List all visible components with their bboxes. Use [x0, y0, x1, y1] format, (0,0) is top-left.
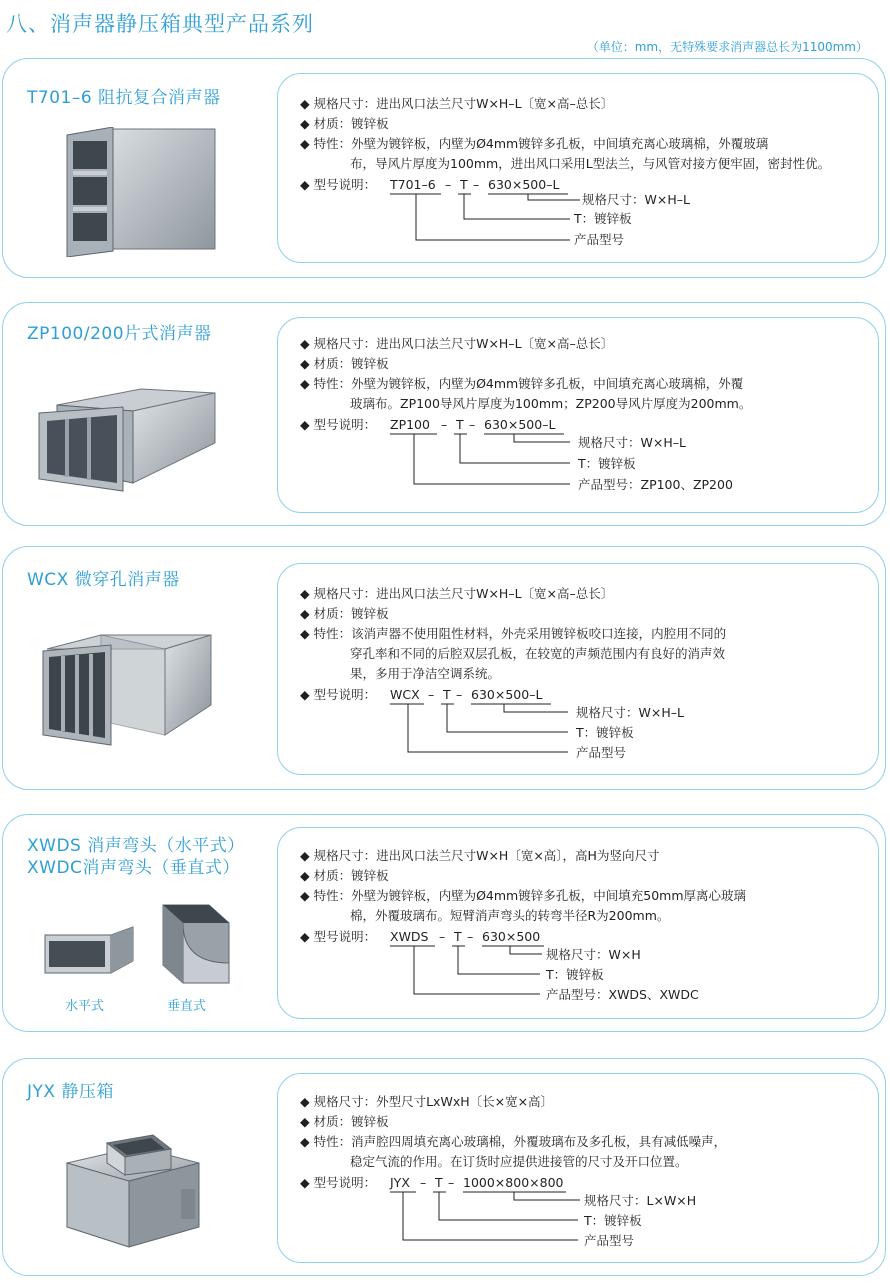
model-code-desc: 产品型号 — [576, 745, 627, 760]
model-type: T — [443, 687, 451, 702]
model-type: T — [435, 1175, 443, 1190]
model-type-desc: T：镀锌板 — [574, 211, 632, 226]
model-diagram — [278, 74, 878, 264]
product-title: WCX 微穿孔消声器 — [27, 570, 180, 590]
product-section-t701 — [2, 58, 886, 278]
product-spec-panel — [277, 73, 879, 263]
svg-text:–: – — [441, 417, 448, 432]
product-title: JYX 静压箱 — [27, 1082, 114, 1102]
svg-text:–: – — [428, 687, 435, 702]
model-size: 630×500–L — [471, 687, 543, 702]
spec-feature-cont: 稳定气流的作用。在订货时应提供进接管的尺寸及开口位置。 — [350, 1154, 688, 1169]
svg-text:–: – — [473, 177, 480, 192]
spec-feature-line: ◆ 特性：该消声器不使用阻性材料，外壳采用镀锌板咬口连接，内腔用不同的 — [300, 626, 727, 641]
spec-material-line: ◆ 材质：镀锌板 — [300, 868, 389, 883]
spec-feature: 外壁为镀锌板，内壁为Ø4mm镀锌多孔板，中间填充离心玻璃棉，外覆 — [351, 376, 744, 391]
spec-feature: 消声腔四周填充离心玻璃棉，外覆玻璃布及多孔板，具有减低噪声， — [351, 1134, 727, 1149]
svg-text:–: – — [420, 1175, 427, 1190]
model-diagram — [278, 564, 878, 776]
product-title: XWDS 消声弯头（水平式） — [27, 836, 245, 856]
spec-size-line: ◆ 规格尺寸：外型尺寸LxWxH〔长×宽×高〕 — [300, 1094, 554, 1109]
spec-size-line: ◆ 规格尺寸：进出风口法兰尺寸W×H–L〔宽×高–总长〕 — [300, 96, 614, 111]
product-title: ZP100/200片式消声器 — [27, 324, 212, 344]
spec-size-line: ◆ 规格尺寸：进出风口法兰尺寸W×H–L〔宽×高–总长〕 — [300, 586, 614, 601]
spec-feature-line: ◆ 特性：外壁为镀锌板，内壁为Ø4mm镀锌多孔板，中间填充50mm厚离心玻璃 — [300, 888, 746, 903]
spec-size: 进出风口法兰尺寸W×H〔宽×高〕，高H为竖向尺寸 — [376, 848, 660, 863]
spec-feature-cont: 玻璃布。ZP100导风片厚度为100mm；ZP200导风片厚度为200mm。 — [350, 396, 752, 411]
spec-material: 镀锌板 — [351, 116, 389, 131]
model-diagram — [278, 828, 878, 1020]
svg-text:–: – — [448, 1175, 455, 1190]
product-spec-panel — [277, 1073, 879, 1263]
model-code-desc: 产品型号：XWDS、XWDC — [546, 987, 699, 1002]
spec-material-line: ◆ 材质：镀锌板 — [300, 606, 389, 621]
model-code-desc: 产品型号：ZP100、ZP200 — [578, 477, 733, 492]
product-image-jyx — [63, 1123, 203, 1251]
spec-material: 镀锌板 — [351, 606, 389, 621]
svg-text:◆ 型号说明：: ◆ 型号说明： — [300, 687, 377, 702]
spec-material-line: ◆ 材质：镀锌板 — [300, 356, 389, 371]
model-code: T701–6 — [390, 177, 436, 192]
model-type: T — [454, 929, 462, 944]
model-size: 630×500–L — [484, 417, 556, 432]
product-spec-panel — [277, 317, 879, 513]
spec-material-line: ◆ 材质：镀锌板 — [300, 116, 389, 131]
spec-feature-cont: 棉，外覆玻璃布。短臂消声弯头的转弯半径R为200mm。 — [350, 908, 670, 923]
spec-material: 镀锌板 — [351, 868, 389, 883]
model-code-desc: 产品型号 — [574, 232, 625, 247]
product-image-xwdc — [153, 903, 233, 987]
model-size: 630×500 — [482, 929, 541, 944]
model-code: JYX — [390, 1175, 410, 1190]
product-title: T701–6 阻抗复合消声器 — [27, 88, 221, 108]
svg-text:◆ 型号说明：: ◆ 型号说明： — [300, 1175, 377, 1190]
svg-text:–: – — [445, 177, 452, 192]
spec-feature: 外壁为镀锌板，内壁为Ø4mm镀锌多孔板，中间填充离心玻璃棉，外覆玻璃 — [351, 136, 769, 151]
product-image-wcx — [41, 631, 219, 749]
spec-feature-line: ◆ 特性：外壁为镀锌板，内壁为Ø4mm镀锌多孔板，中间填充离心玻璃棉，外覆玻璃 — [300, 136, 769, 151]
model-code: ZP100 — [390, 417, 430, 432]
spec-feature-line: ◆ 特性：外壁为镀锌板，内壁为Ø4mm镀锌多孔板，中间填充离心玻璃棉，外覆 — [300, 376, 744, 391]
product-section-zp — [2, 302, 886, 526]
spec-feature-line: ◆ 特性：消声腔四周填充离心玻璃棉，外覆玻璃布及多孔板，具有减低噪声， — [300, 1134, 727, 1149]
svg-text:–: – — [469, 417, 476, 432]
svg-text:–: – — [467, 929, 474, 944]
product-image-zp — [37, 383, 223, 495]
product-section-xwd — [2, 814, 886, 1032]
model-size: 1000×800×800 — [463, 1175, 564, 1190]
product-section-jyx — [2, 1058, 886, 1276]
model-diagram — [278, 318, 878, 514]
model-type-desc: T：镀锌板 — [578, 456, 636, 471]
unit-note: （单位：mm，无特殊要求消声器总长为1100mm） — [586, 40, 868, 54]
model-code: WCX — [390, 687, 420, 702]
spec-size-line: ◆ 规格尺寸：进出风口法兰尺寸W×H〔宽×高〕，高H为竖向尺寸 — [300, 848, 660, 863]
product-image-xwds — [41, 923, 137, 983]
spec-feature: 外壁为镀锌板，内壁为Ø4mm镀锌多孔板，中间填充50mm厚离心玻璃 — [351, 888, 746, 903]
svg-text:–: – — [439, 929, 446, 944]
spec-feature: 该消声器不使用阻性材料，外壳采用镀锌板咬口连接，内腔用不同的 — [351, 626, 727, 641]
model-size-desc: 规格尺寸：L×W×H — [584, 1193, 697, 1208]
svg-text:–: – — [456, 687, 463, 702]
product-image-t701 — [63, 127, 223, 257]
spec-feature-cont: 布，导风片厚度为100mm，进出风口采用L型法兰，与风管对接方便牢固，密封性优。 — [350, 156, 831, 171]
spec-size: 外型尺寸LxWxH〔长×宽×高〕 — [376, 1094, 554, 1109]
model-type-desc: T：镀锌板 — [576, 725, 634, 740]
model-type: T — [460, 177, 468, 192]
spec-size: 进出风口法兰尺寸W×H–L〔宽×高–总长〕 — [376, 96, 614, 111]
product-title-2: XWDC消声弯头（垂直式） — [27, 858, 240, 878]
spec-feature-cont: 果，多用于净洁空调系统。 — [350, 666, 501, 681]
spec-size-line: ◆ 规格尺寸：进出风口法兰尺寸W×H–L〔宽×高–总长〕 — [300, 336, 614, 351]
model-size: 630×500–L — [488, 177, 560, 192]
model-diagram — [278, 1074, 878, 1264]
svg-text:◆ 型号说明：: ◆ 型号说明： — [300, 177, 377, 192]
model-code-desc: 产品型号 — [584, 1233, 635, 1248]
model-size-desc: 规格尺寸：W×H–L — [576, 705, 684, 720]
model-type: T — [456, 417, 464, 432]
spec-size: 进出风口法兰尺寸W×H–L〔宽×高–总长〕 — [376, 336, 614, 351]
model-size-desc: 规格尺寸：W×H — [546, 947, 641, 962]
caption-horizontal: 水平式 — [65, 999, 105, 1014]
model-size-desc: 规格尺寸：W×H–L — [578, 435, 686, 450]
caption-vertical: 垂直式 — [167, 999, 207, 1014]
model-type-desc: T：镀锌板 — [584, 1213, 642, 1228]
svg-text:◆ 型号说明：: ◆ 型号说明： — [300, 929, 377, 944]
product-section-wcx — [2, 546, 886, 790]
model-code: XWDS — [390, 929, 429, 944]
spec-material-line: ◆ 材质：镀锌板 — [300, 1114, 389, 1129]
model-type-desc: T：镀锌板 — [546, 967, 604, 982]
product-spec-panel — [277, 827, 879, 1019]
spec-size: 进出风口法兰尺寸W×H–L〔宽×高–总长〕 — [376, 586, 614, 601]
svg-text:◆ 型号说明：: ◆ 型号说明： — [300, 417, 377, 432]
spec-material: 镀锌板 — [351, 1114, 389, 1129]
page-title: 八、消声器静压箱典型产品系列 — [6, 12, 314, 36]
spec-feature-cont: 穿孔率和不同的后腔双层孔板，在较宽的声频范围内有良好的消声效 — [350, 646, 726, 661]
model-size-desc: 规格尺寸：W×H–L — [582, 192, 690, 207]
spec-material: 镀锌板 — [351, 356, 389, 371]
product-spec-panel — [277, 563, 879, 775]
